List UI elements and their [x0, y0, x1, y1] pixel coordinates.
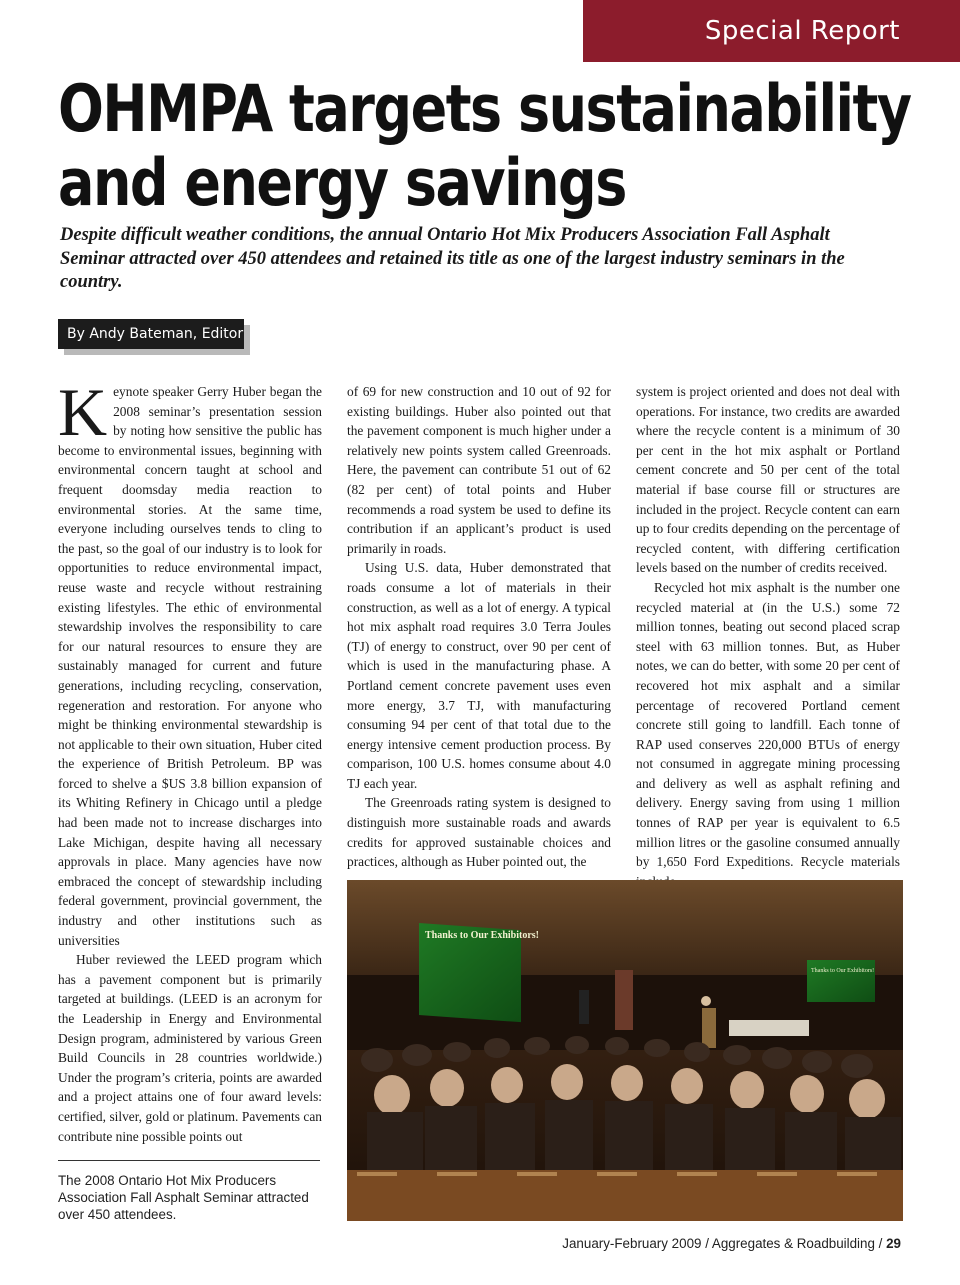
headline-line-1: OHMPA targets sustainability: [58, 70, 911, 147]
paragraph-text: eynote speaker Gerry Huber began the 2008 seminar’s presentation session by noting how sensitive the public has become to environmental issues, beginning with environmental concern taught at school and frequent doomsday media reaction to environmental stories. At the same time, everyone including ourselves tends to cling to the past, so the goal of our industry is to look for opportunities to reduce environmental impact, reuse waste and recycle without restraining existing lifestyles. The ethic of environmental stewardship involves the responsibility to care for our natural resources to ensure they are sustainably managed for current and future generations, including recycling, conservation, regeneration and restoration. For anyone who might be thinking environmental stewardship is not applicable to their own situation, Huber cited the experience of British Petroleum. BP was forced to shelve a $US 3.8 billion expansion of its Whiting Refinery in Chicago until a pledge had been made not to increase discharges into Lake Michigan, despite having all necessary approvals in place. Many agencies have now embraced the concept of stewardship including federal government, provincial government, the industry and other institutions such as universities: [58, 384, 322, 948]
page-number: 29: [886, 1236, 901, 1251]
article-column-1: [58, 374, 322, 1152]
paragraph: system is project oriented and does not deal with operations. For instance, two credits are awarded where the recycle content is a minimum of 30 per cent in the hot mix asphalt or Portland cement concrete and 50 per cent of the total material if base course fill or structures are included in the project. Recycle content can earn up to four credits depending on the percentage of recycled content, with differing certification levels based on the number of credits received.: [636, 384, 900, 576]
footer-issue: January-February 2009 / Aggregates & Roadbuilding /: [562, 1236, 887, 1251]
paragraph: Huber reviewed the LEED program which has a pavement component but is primarily targeted at buildings. (LEED is an acronym for the Leadership in Energy and Environmental Design program, administered by various Green Build Councils in 28 countries worldwide.) Under the program’s criteria, points are awarded and a project attains one of four award levels: certified, silver, gold or platinum. Pavements can contribute nine possible points out: [58, 952, 322, 1144]
article-deck: Despite difficult weather conditions, the annual Ontario Hot Mix Producers Association Fall Asphalt Seminar attracted over 450 attendees and retained its title as one of the largest industry seminars in the country.: [60, 225, 845, 292]
byline-text: By Andy Bateman, Editor: [67, 326, 244, 342]
seminar-photo: [347, 880, 903, 1221]
headline-line-2: and energy savings: [58, 145, 626, 221]
section-banner-label: Special Report: [704, 16, 900, 46]
article-headline: [58, 72, 918, 221]
drop-cap: K: [58, 374, 108, 450]
photo-caption: The 2008 Ontario Hot Mix Producers Association Fall Asphalt Seminar attracted over 450 attendees.: [58, 1173, 309, 1222]
paragraph: The Greenroads rating system is designed to distinguish more sustainable roads and awards credits for approved sustainable choices and practices, although as Huber pointed out, the: [347, 795, 611, 870]
page-footer: [562, 1236, 901, 1251]
section-banner: [583, 0, 960, 62]
paragraph: of 69 for new construction and 10 out of 92 for existing buildings. Huber also pointed out that the pavement component is much higher under a relatively new points system called Greenroads. Here, the pavement can contribute 51 out of 62 (82 per cent) of total points and Huber recommends a road system be used to define its contribution if an applicant’s product is used primarily in roads.: [347, 384, 611, 556]
article-column-3: [636, 382, 900, 874]
article-column-2: [347, 382, 611, 874]
paragraph: Using U.S. data, Huber demonstrated that roads consume a lot of materials in their construction, as well as a lot of energy. A typical hot mix asphalt road requires 3.0 Terra Joules (TJ) of energy to construct, over 90 per cent of which is used in the manufacturing phase. A Portland cement concrete pavement uses even more energy, 3.7 TJ, with manufacturing consuming 94 per cent of that total due to the energy intensive cement production process. By comparison, 100 U.S. homes consume about 4.0 TJ each year.: [347, 560, 611, 791]
caption-divider: [58, 1160, 320, 1161]
right-screen: [807, 960, 875, 1002]
left-screen-title: Thanks to Our Exhibitors!: [425, 930, 540, 941]
byline-box: [58, 319, 244, 349]
paragraph: [58, 374, 322, 950]
paragraph: Recycled hot mix asphalt is the number one recycled material at (in the U.S.) some 72 million tonnes, beating out second placed scrap steel with 63 million tonnes. But, as Huber notes, we can do better, with some 20 per cent of recovered hot mix asphalt and a similar percentage of recovered Portland cement concrete still going to landfill. Each tonne of RAP used conserves 220,000 BTUs of energy not consumed in aggregate mining processing and delivery as well as asphalt refining and delivery. Energy saving from using 1 million tonnes of RAP per year is equivalent to 6.5 million litres or the gasoline consumed annually by 1,650 Ford Expeditions. Recycle materials: [636, 579, 900, 870]
right-screen-title: Thanks to Our Exhibitors!: [811, 968, 875, 974]
